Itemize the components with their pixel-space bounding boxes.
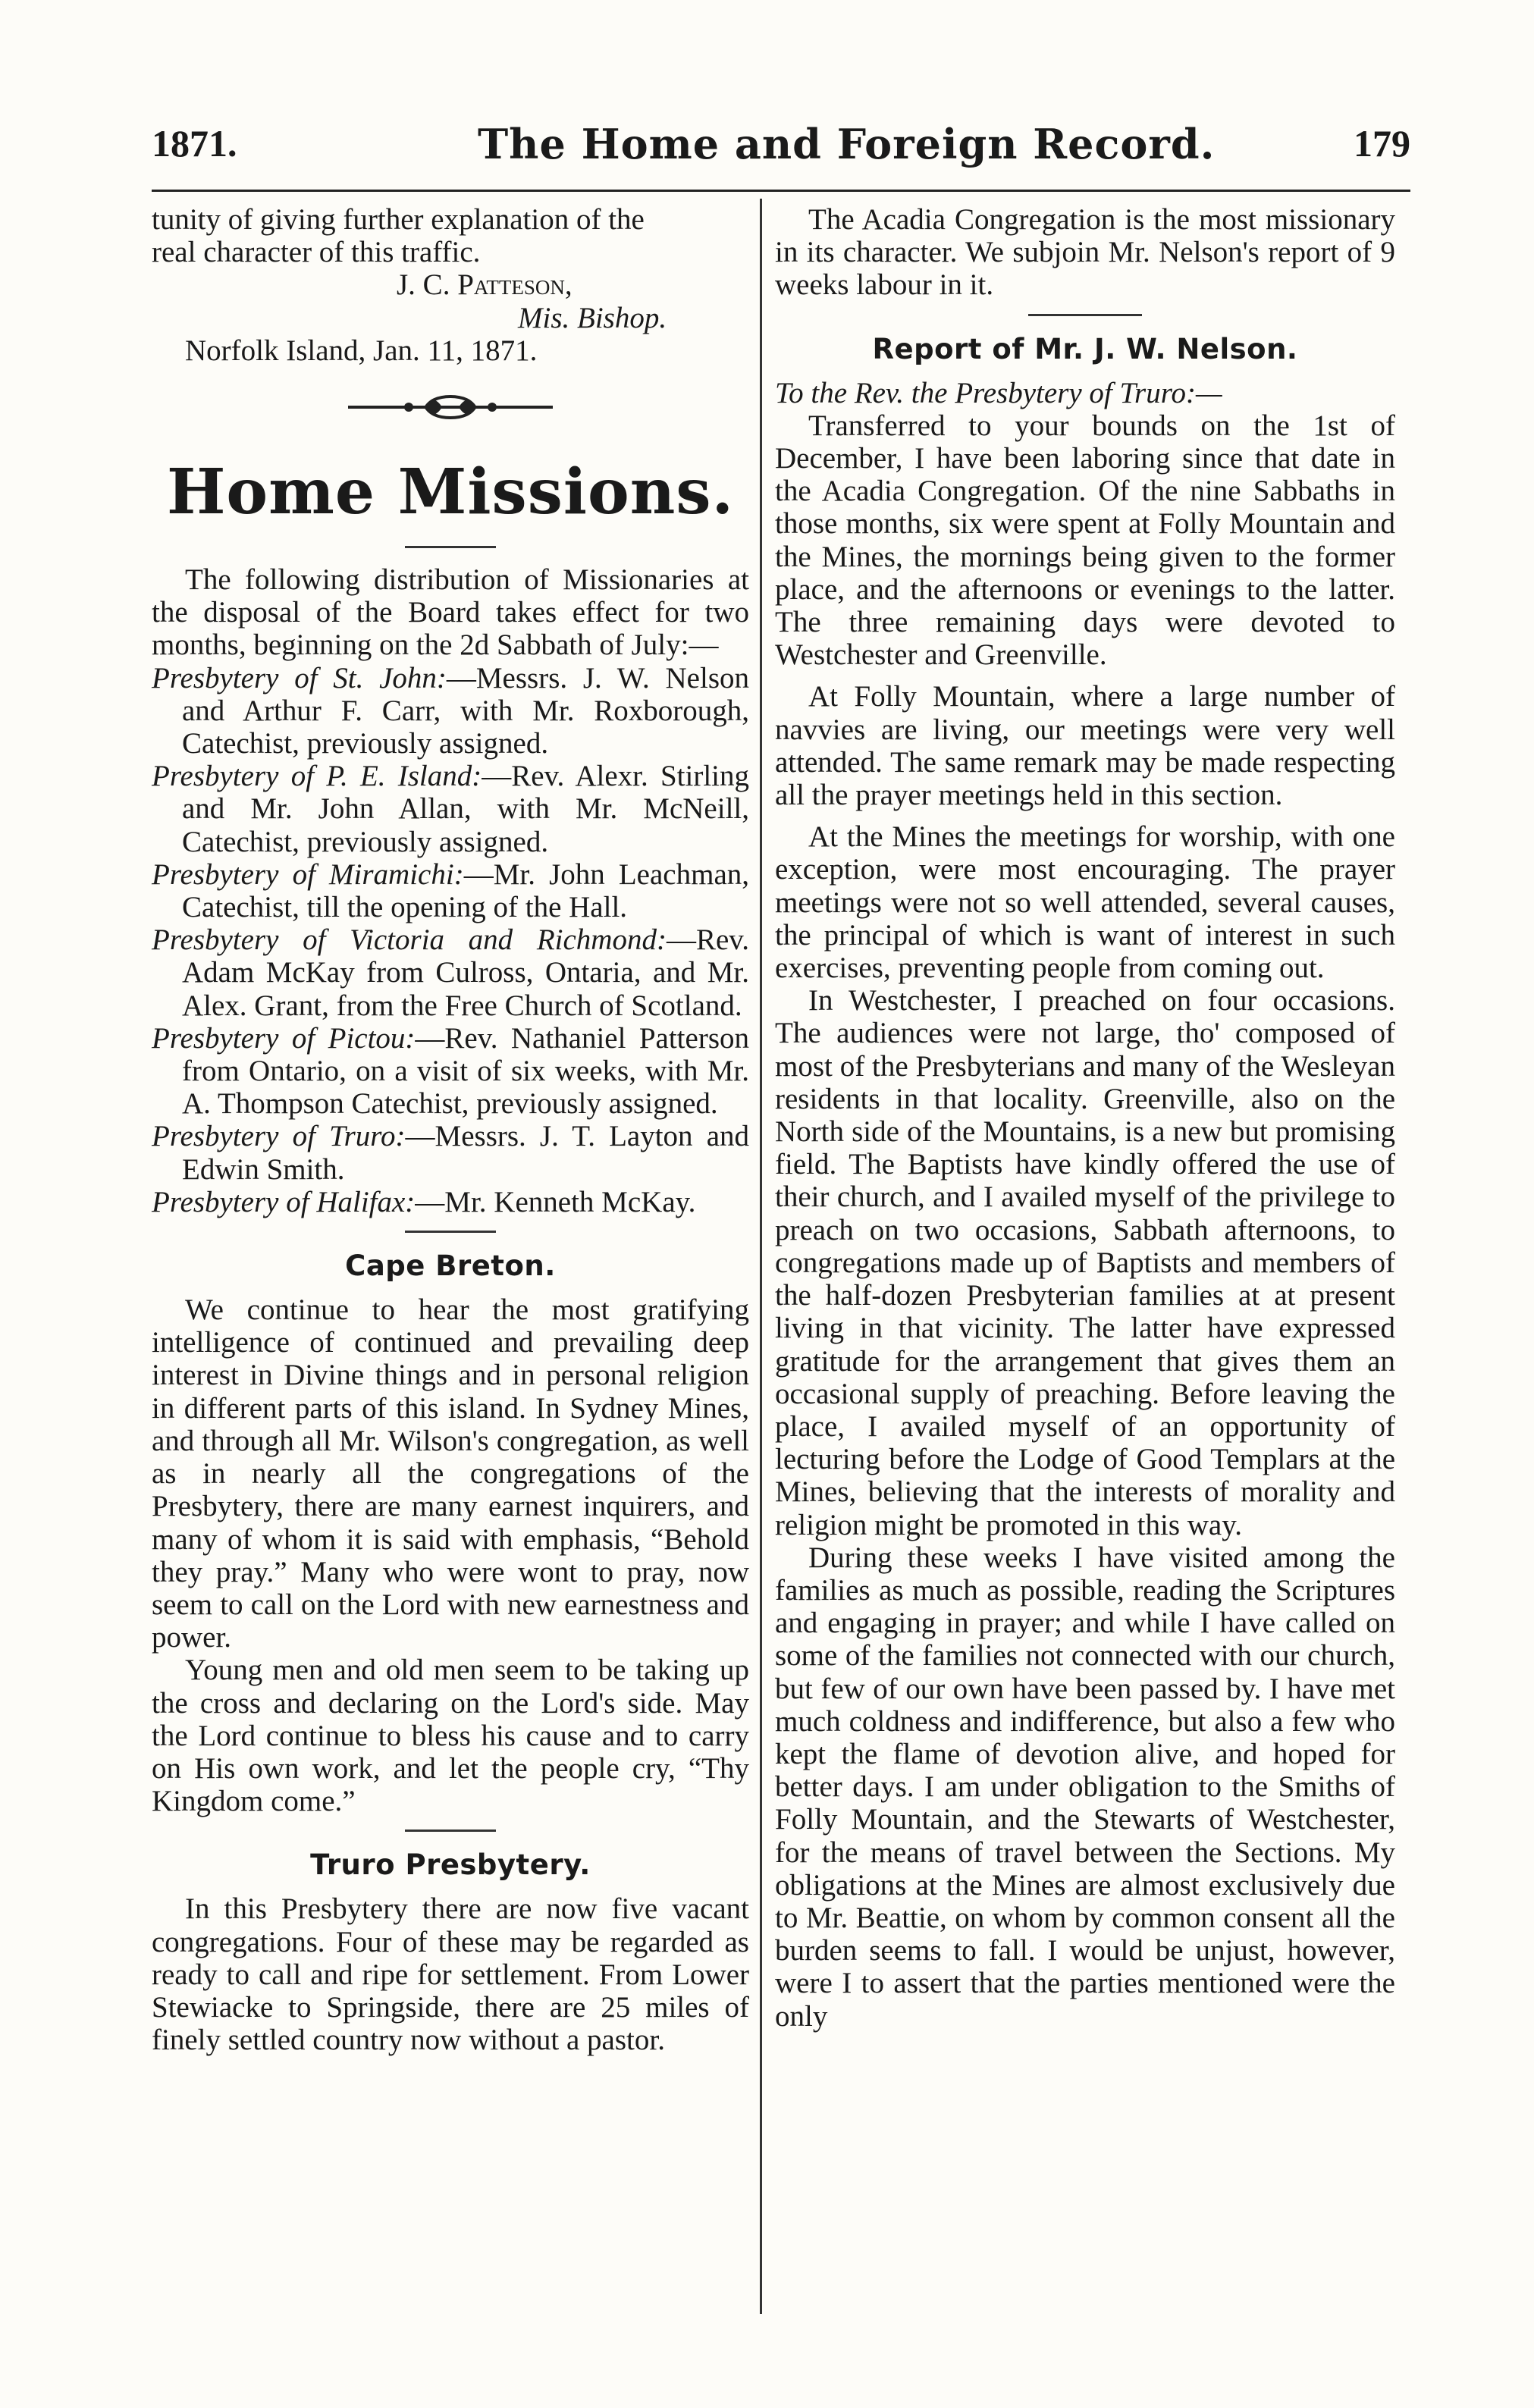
short-rule: [405, 546, 496, 548]
signature-place: Norfolk Island, Jan. 11, 1871.: [185, 334, 538, 367]
short-rule: [1028, 314, 1142, 316]
report-address: [775, 377, 1395, 409]
presbytery-entry: [152, 1120, 749, 1185]
presbytery-text: —Rev. Nathaniel Patterson from Ontario, on a visit of six weeks, with Mr. A. Thompson Catechist, previously assigned.: [182, 1021, 749, 1121]
presbytery-entry: [152, 662, 749, 760]
signature-title: Mis. Bishop.: [518, 301, 667, 334]
presbytery-text: —Messrs. J. W. Nelson and Arthur F. Carr, with Mr. Roxborough, Catechist, previously assigned.: [182, 661, 749, 760]
presbytery-name: Presbytery of St. John:: [152, 661, 447, 694]
presbytery-name: Presbytery of Halifax:: [152, 1185, 416, 1218]
presbytery-entry: [152, 760, 749, 858]
short-rule: [405, 1231, 496, 1233]
presbytery-text: —Messrs. J. T. Layton and Edwin Smith.: [182, 1120, 749, 1186]
header-rule: [152, 190, 1410, 192]
presbytery-text: —Rev. Adam McKay from Culross, Ontaria, and Mr. Alex. Grant, from the Free Church of Scotland.: [182, 923, 749, 1022]
presbytery-text: —Mr. John Leachman, Catechist, till the opening of the Hall.: [182, 858, 750, 924]
column-divider: [760, 199, 762, 2314]
presbytery-text: —Mr. Kenneth McKay.: [415, 1185, 696, 1218]
presbytery-name: Presbytery of Miramichi:: [152, 858, 464, 891]
short-rule: [405, 1830, 496, 1832]
cape-breton-paragraph: We continue to hear the most gratifying intelligence of continued and prevailing deep interest in Divine things and in personal religion in different parts of this island. In Sydney Mines, and through all Mr. Wilson's congregation, as well as in nearly all the congregations of the Presbytery, there are many earnest inquirers, and many of whom it is said with emphasis, “Behold they pray.” Many who were wont to pray, now seem to call on the Lord with new earnestness and power.: [152, 1293, 749, 1654]
signature-name: J. C. Patteson,: [397, 268, 573, 302]
presbytery-name: Presbytery of Victoria and Richmond:: [152, 923, 667, 957]
section-heading-truro-presbytery: Truro Presbytery.: [310, 1848, 591, 1882]
missions-intro: The following distribution of Missionaries at the disposal of the Board takes effect for two months, beginning on the 2d Sabbath of July:—: [152, 563, 749, 662]
section-heading-home-missions: Home Missions.: [166, 456, 735, 529]
ornament-flourish-icon: [348, 388, 553, 426]
presbytery-name: Presbytery of Pictou:: [152, 1021, 416, 1055]
presbytery-entry: [152, 1022, 749, 1121]
section-heading-cape-breton: Cape Breton.: [345, 1249, 556, 1283]
page-header: [152, 121, 1410, 182]
report-address-text: To the Rev. the Presbytery of Truro:—: [775, 376, 1222, 409]
acadia-intro: The Acadia Congregation is the most missionary in its character. We subjoin Mr. Nelson's report of 9 weeks labour in it.: [775, 203, 1395, 302]
header-title: The Home and Foreign Record.: [478, 120, 1216, 168]
ornament-divider: [152, 388, 749, 440]
header-page-number: 179: [1354, 122, 1410, 165]
report-paragraph: In Westchester, I preached on four occasions. The audiences were not large, tho' composed of most of the Presbyterians and many of the Wesleyan residents in that locality. Greenville, also on the North side of the Mountains, is a new but promising field. The Baptists have kindly offered the use of their church, and I availed myself of the privilege to preach on two occasions, Sabbath afternoons, to congregations made up of Baptists and members of the half-dozen Presbyterian families at at present living in that vicinity. The latter have expressed gratitude for the arrangement that gives them an occasional supply of preaching. Before leaving the place, I availed myself of an opportunity of lecturing before the Lodge of Good Templars at the Mines, believing that the interests of morality and religion might be promoted in this way.: [775, 984, 1395, 1541]
intro-line: real character of this traffic.: [152, 236, 481, 269]
intro-line: tunity of giving further explanation of the: [152, 203, 645, 236]
left-column: [152, 203, 749, 2056]
report-paragraph: Transferred to your bounds on the 1st of December, I have been laboring since that date in the Acadia Congregation. Of the nine Sabbaths in those months, six were spent at Folly Mountain and the Mines, the mornings being given to the former place, and the afternoons or evenings to the latter. The three remaining days were devoted to Westchester and Greenville.: [775, 409, 1395, 672]
right-column: [775, 203, 1395, 2033]
cape-breton-paragraph: Young men and old men seem to be taking up the cross and declaring on the Lord's side. May the Lord continue to bless his cause and to carry on His own work, and let the people cry, “Thy Kingdom come.”: [152, 1654, 749, 1818]
report-paragraph: At Folly Mountain, where a large number of navvies are living, our meetings were very well attended. The same remark may be made respecting all the prayer meetings held in this section.: [775, 680, 1395, 812]
presbytery-name: Presbytery of Truro:: [152, 1120, 406, 1153]
header-year: 1871.: [152, 122, 237, 165]
presbytery-entry: [152, 923, 749, 1022]
presbytery-entry: [152, 858, 749, 923]
report-paragraph: During these weeks I have visited among the families as much as possible, reading the Scriptures and engaging in prayer; and while I have called on some of the families not connected with our church, but few of our own have been passed by. I have met much coldness and indifference, but also a few who kept the flame of devotion alive, and hoped for better days. I am under obligation to the Smiths of Folly Mountain, and the Stewarts of Westchester, for the means of travel between the Sections. My obligations at the Mines are almost exclusively due to Mr. Beattie, on whom by common consent all the burden seems to fall. I would be unjust, however, were I to assert that the parties mentioned were the only: [775, 1541, 1395, 2033]
presbytery-name: Presbytery of P. E. Island:: [152, 760, 482, 793]
report-paragraph: At the Mines the meetings for worship, with one exception, were most encouraging. The prayer meetings were not so well attended, several causes, the principal of which is want of interest in such exercises, preventing people from coming out.: [775, 820, 1395, 985]
presbytery-entry: [152, 1186, 749, 1218]
presbytery-text: —Rev. Alexr. Stirling and Mr. John Allan, with Mr. McNeill, Catechist, previously assigned.: [182, 760, 749, 858]
truro-paragraph: In this Presbytery there are now five vacant congregations. Four of these may be regarded as ready to call and ripe for settlement. From Lower Stewiacke to Springside, there are 25 miles of finely settled country now without a pastor.: [152, 1892, 749, 2057]
section-heading-report: Report of Mr. J. W. Nelson.: [872, 332, 1298, 365]
